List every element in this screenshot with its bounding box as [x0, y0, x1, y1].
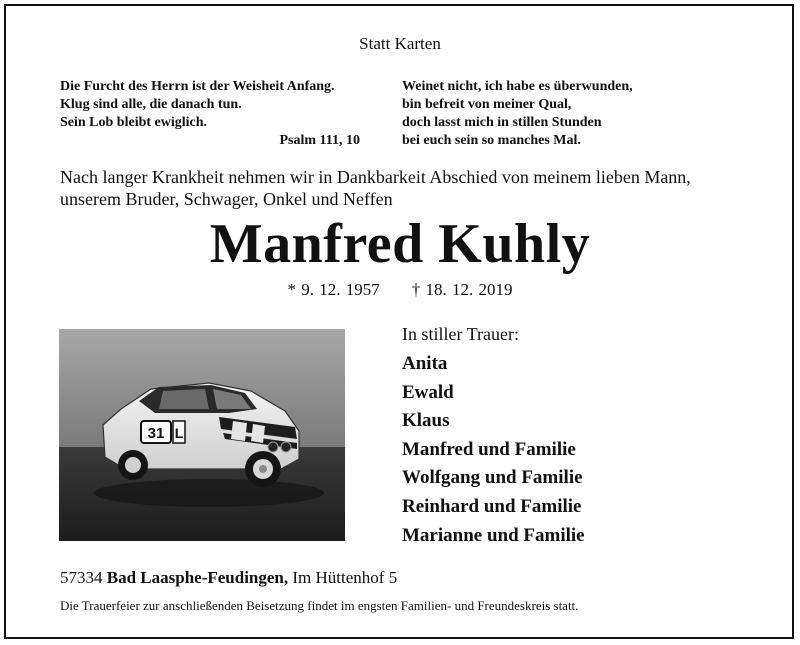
mourner-name: Marianne und Familie — [402, 524, 585, 546]
bible-verse — [60, 78, 360, 150]
mourner-name: Manfred und Familie — [402, 438, 576, 460]
street: Im Hüttenhof 5 — [292, 568, 398, 587]
rally-car-photo — [59, 329, 345, 541]
intro-text — [60, 166, 691, 210]
heading-statt-karten: Statt Karten — [359, 34, 441, 53]
death-date: † 18. 12. 2019 — [411, 280, 513, 299]
poem-line: bei euch sein so manches Mal. — [402, 133, 581, 148]
poem-line: Weinet nicht, ich habe es überwunden, — [402, 79, 633, 94]
mourner-list — [402, 350, 585, 550]
mourner-name: Reinhard und Familie — [402, 495, 582, 517]
town: Bad Laasphe-Feudingen, — [106, 568, 289, 587]
mourning-intro: In stiller Trauer: — [402, 324, 519, 344]
verse-line: Klug sind alle, die danach tun. — [60, 97, 242, 112]
mourner-name: Ewald — [402, 381, 454, 403]
birth-date: * 9. 12. 1957 — [287, 280, 380, 299]
mourner-name: Wolfgang und Familie — [402, 467, 583, 489]
poem-line: doch lasst mich in stillen Stunden — [402, 115, 602, 130]
deceased-name: Manfred Kuhly — [209, 213, 591, 275]
intro-line: unserem Bruder, Schwager, Onkel und Neffen — [60, 189, 393, 209]
postcode: 57334 — [60, 568, 103, 587]
poem — [402, 78, 633, 150]
address — [60, 568, 397, 588]
intro-line: Nach langer Krankheit nehmen wir in Dankbarkeit Abschied von meinem lieben Mann, — [60, 167, 691, 187]
mourner-name: Klaus — [402, 410, 450, 432]
verse-line: Die Furcht des Herrn ist der Weisheit Anfang. — [60, 79, 335, 94]
poem-line: bin befreit von meiner Qual, — [402, 97, 572, 112]
verse-reference: Psalm 111, 10 — [279, 133, 360, 148]
car-letter: L — [174, 425, 184, 441]
life-dates — [0, 280, 800, 300]
mourner-name: Anita — [402, 353, 448, 374]
verse-line: Sein Lob bleibt ewiglich. — [60, 115, 208, 130]
car-number: 31 — [147, 425, 165, 442]
funeral-note: Die Trauerfeier zur anschließenden Beisetzung findet im engsten Familien- und Freundeskreis statt. — [60, 598, 579, 613]
